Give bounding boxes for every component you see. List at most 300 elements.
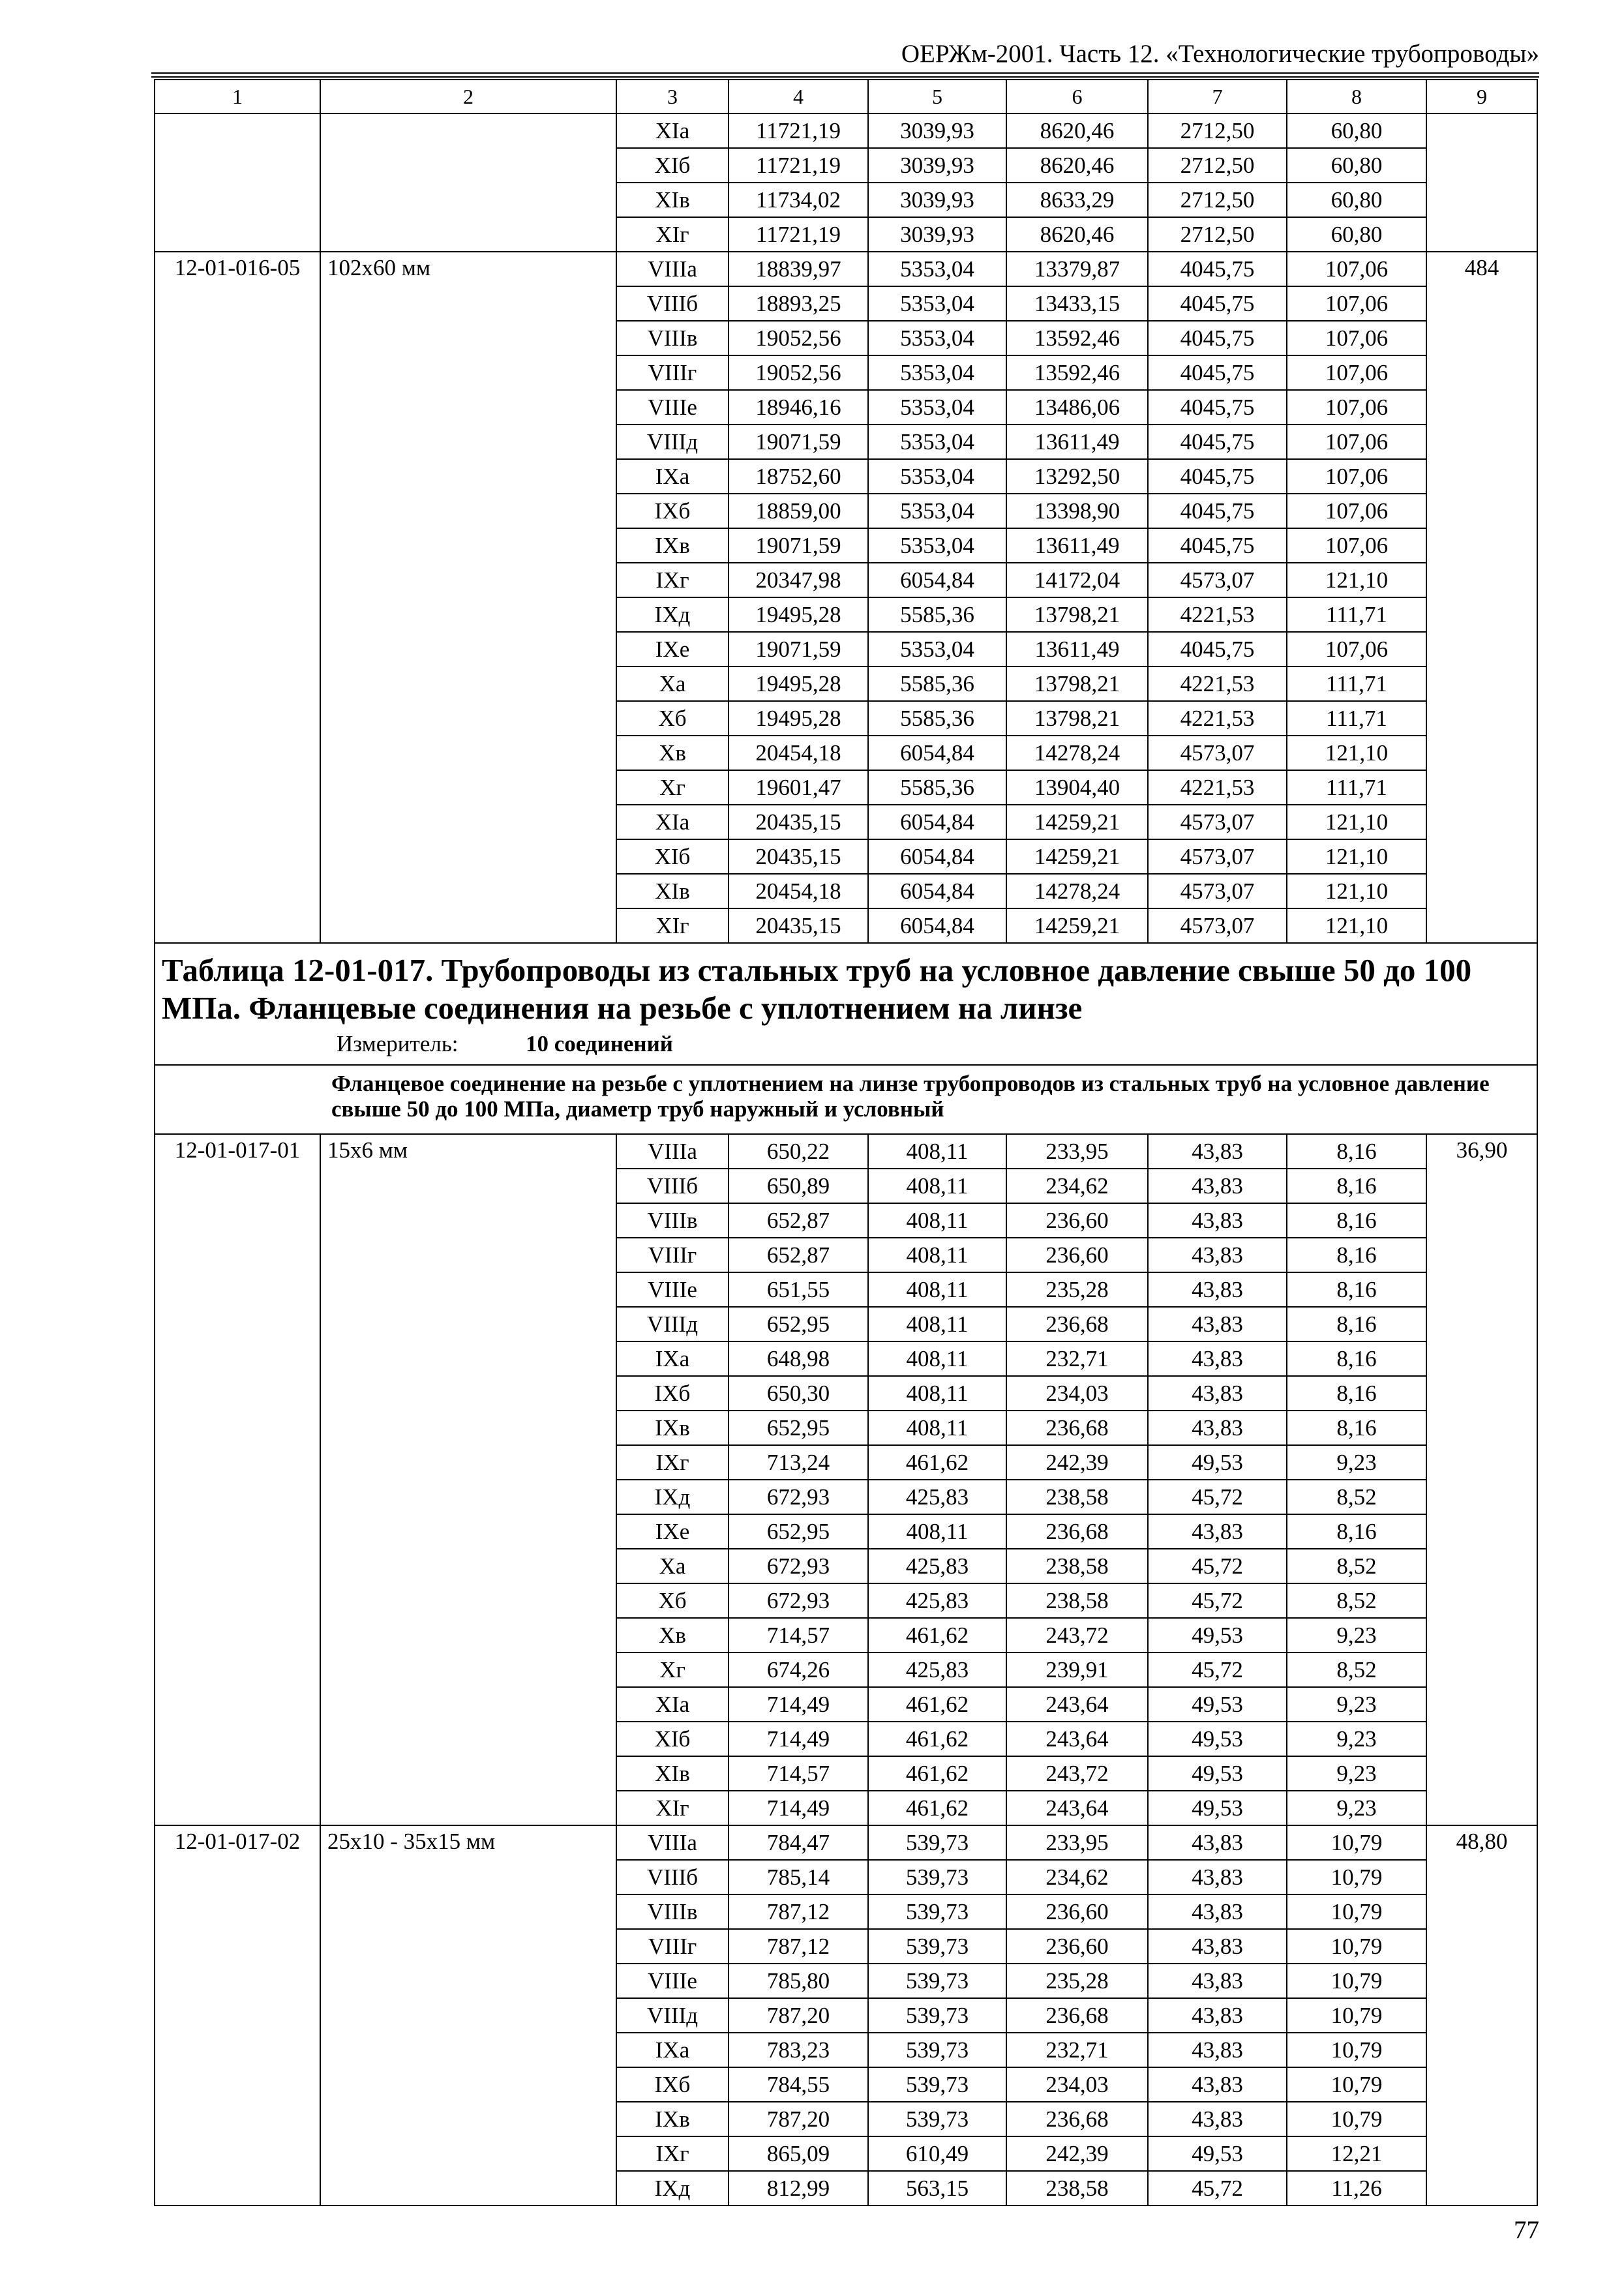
value-cell: 672,93	[729, 1549, 868, 1583]
zone-cell: IXб	[616, 2067, 729, 2102]
zone-cell: IXг	[616, 1445, 729, 1480]
value-cell: 238,58	[1006, 2171, 1148, 2206]
rate-code-cell	[155, 113, 320, 252]
value-cell: 713,24	[729, 1445, 868, 1480]
zone-cell: VIIIд	[616, 425, 729, 459]
table-body	[155, 80, 1537, 2206]
value-cell: 461,62	[868, 1687, 1006, 1722]
value-cell: 10,79	[1287, 1929, 1426, 1964]
zone-cell: VIIIб	[616, 286, 729, 321]
value-cell: 4045,75	[1148, 528, 1287, 563]
pipe-size-cell: 15х6 мм	[320, 1134, 616, 1825]
value-cell: 8,16	[1287, 1411, 1426, 1445]
value-cell: 13611,49	[1006, 632, 1148, 666]
value-cell: 408,11	[868, 1272, 1006, 1307]
zone-cell: IXе	[616, 632, 729, 666]
zone-cell: IXа	[616, 459, 729, 494]
zone-cell: VIIIв	[616, 1203, 729, 1238]
value-cell: 43,83	[1148, 1169, 1287, 1203]
zone-cell: IXа	[616, 1341, 729, 1376]
zone-cell: IXд	[616, 2171, 729, 2206]
zone-cell: XIа	[616, 1687, 729, 1722]
zone-cell: VIIIа	[616, 1825, 729, 1860]
value-cell: 784,55	[729, 2067, 868, 2102]
price-table	[154, 79, 1538, 2206]
value-cell: 4045,75	[1148, 286, 1287, 321]
value-cell: 651,55	[729, 1272, 868, 1307]
zone-cell: VIIIв	[616, 321, 729, 355]
value-cell: 14259,21	[1006, 805, 1148, 839]
value-cell: 408,11	[868, 1341, 1006, 1376]
value-cell: 4045,75	[1148, 632, 1287, 666]
zone-cell: Xг	[616, 770, 729, 805]
value-cell: 8,16	[1287, 1203, 1426, 1238]
value-cell: 408,11	[868, 1307, 1006, 1341]
value-cell: 408,11	[868, 1238, 1006, 1272]
value-cell: 236,68	[1006, 1514, 1148, 1549]
value-cell: 19071,59	[729, 632, 868, 666]
value-cell: 3039,93	[868, 113, 1006, 148]
value-cell: 107,06	[1287, 286, 1426, 321]
value-cell: 4045,75	[1148, 252, 1287, 286]
value-cell: 5585,36	[868, 597, 1006, 632]
value-cell: 19495,28	[729, 666, 868, 701]
value-cell: 4573,07	[1148, 805, 1287, 839]
value-cell: 539,73	[868, 1929, 1006, 1964]
value-cell: 714,57	[729, 1618, 868, 1653]
column-number-row	[155, 80, 1537, 113]
zone-cell: XIб	[616, 839, 729, 874]
value-cell: 43,83	[1148, 1998, 1287, 2033]
value-cell: 5585,36	[868, 666, 1006, 701]
value-cell: 8,16	[1287, 1376, 1426, 1411]
value-cell: 107,06	[1287, 355, 1426, 390]
value-cell: 4045,75	[1148, 321, 1287, 355]
value-cell: 11734,02	[729, 183, 868, 217]
value-cell: 107,06	[1287, 494, 1426, 528]
value-cell: 20435,15	[729, 839, 868, 874]
zone-cell: XIб	[616, 1722, 729, 1756]
value-cell: 20454,18	[729, 736, 868, 770]
value-cell: 11,26	[1287, 2171, 1426, 2206]
page-number: 77	[1514, 2216, 1539, 2244]
column-number: 5	[868, 80, 1006, 113]
rate-code-cell: 12-01-017-01	[155, 1134, 320, 1825]
value-cell: 5353,04	[868, 632, 1006, 666]
value-cell: 539,73	[868, 1964, 1006, 1998]
value-cell: 8,16	[1287, 1341, 1426, 1376]
value-cell: 10,79	[1287, 1964, 1426, 1998]
value-cell: 4045,75	[1148, 425, 1287, 459]
column-number: 6	[1006, 80, 1148, 113]
value-cell: 539,73	[868, 1860, 1006, 1894]
value-cell: 45,72	[1148, 1549, 1287, 1583]
column-number: 1	[155, 80, 320, 113]
value-cell: 10,79	[1287, 2033, 1426, 2067]
value-cell: 539,73	[868, 1998, 1006, 2033]
value-cell: 4573,07	[1148, 908, 1287, 943]
value-cell: 13486,06	[1006, 390, 1148, 425]
meter-value: 10 соединений	[526, 1031, 673, 1056]
value-cell: 19495,28	[729, 597, 868, 632]
value-cell: 865,09	[729, 2136, 868, 2171]
value-cell: 6054,84	[868, 563, 1006, 597]
mass-cell: 36,90	[1426, 1134, 1537, 1825]
value-cell: 13611,49	[1006, 425, 1148, 459]
value-cell: 14259,21	[1006, 908, 1148, 943]
zone-cell: VIIIв	[616, 1894, 729, 1929]
value-cell: 43,83	[1148, 1376, 1287, 1411]
value-cell: 408,11	[868, 1203, 1006, 1238]
value-cell: 49,53	[1148, 2136, 1287, 2171]
value-cell: 2712,50	[1148, 217, 1287, 252]
value-cell: 714,57	[729, 1756, 868, 1791]
value-cell: 610,49	[868, 2136, 1006, 2171]
value-cell: 783,23	[729, 2033, 868, 2067]
value-cell: 11721,19	[729, 113, 868, 148]
value-cell: 4045,75	[1148, 494, 1287, 528]
value-cell: 60,80	[1287, 113, 1426, 148]
zone-cell: XIв	[616, 183, 729, 217]
value-cell: 236,68	[1006, 1307, 1148, 1341]
value-cell: 13798,21	[1006, 701, 1148, 736]
value-cell: 672,93	[729, 1583, 868, 1618]
value-cell: 652,95	[729, 1411, 868, 1445]
value-cell: 60,80	[1287, 148, 1426, 183]
value-cell: 2712,50	[1148, 148, 1287, 183]
value-cell: 14172,04	[1006, 563, 1148, 597]
value-cell: 425,83	[868, 1653, 1006, 1687]
value-cell: 425,83	[868, 1549, 1006, 1583]
table-subtitle: Фланцевое соединение на резьбе с уплотнением на линзе трубопроводов из стальных труб на условное давление свыше 50 до 100 МПа, диаметр труб наружный и условный	[155, 1065, 1537, 1134]
mass-cell	[1426, 113, 1537, 252]
value-cell: 787,12	[729, 1894, 868, 1929]
value-cell: 812,99	[729, 2171, 868, 2206]
zone-cell: XIв	[616, 1756, 729, 1791]
value-cell: 5353,04	[868, 494, 1006, 528]
value-cell: 425,83	[868, 1480, 1006, 1514]
value-cell: 107,06	[1287, 528, 1426, 563]
value-cell: 787,20	[729, 2102, 868, 2136]
value-cell: 45,72	[1148, 1583, 1287, 1618]
mass-cell: 48,80	[1426, 1825, 1537, 2206]
value-cell: 8633,29	[1006, 183, 1148, 217]
value-cell: 234,03	[1006, 2067, 1148, 2102]
value-cell: 425,83	[868, 1583, 1006, 1618]
column-number: 3	[616, 80, 729, 113]
value-cell: 4045,75	[1148, 355, 1287, 390]
value-cell: 10,79	[1287, 1825, 1426, 1860]
value-cell: 107,06	[1287, 459, 1426, 494]
pipe-size-cell	[320, 113, 616, 252]
value-cell: 714,49	[729, 1722, 868, 1756]
value-cell: 539,73	[868, 2067, 1006, 2102]
value-cell: 49,53	[1148, 1687, 1287, 1722]
value-cell: 13433,15	[1006, 286, 1148, 321]
value-cell: 236,68	[1006, 1998, 1148, 2033]
table-title: Таблица 12-01-017. Трубопроводы из стальных труб на условное давление свыше 50 до 100 МПа. Фланцевые соединения на резьбе с уплотнением на линзе	[162, 952, 1472, 1026]
value-cell: 121,10	[1287, 839, 1426, 874]
value-cell: 19495,28	[729, 701, 868, 736]
value-cell: 408,11	[868, 1169, 1006, 1203]
zone-cell: IXг	[616, 2136, 729, 2171]
value-cell: 461,62	[868, 1445, 1006, 1480]
value-cell: 9,23	[1287, 1756, 1426, 1791]
value-cell: 238,58	[1006, 1583, 1148, 1618]
value-cell: 49,53	[1148, 1445, 1287, 1480]
column-number: 8	[1287, 80, 1426, 113]
value-cell: 785,80	[729, 1964, 868, 1998]
zone-cell: Xв	[616, 736, 729, 770]
value-cell: 10,79	[1287, 2067, 1426, 2102]
value-cell: 8,16	[1287, 1514, 1426, 1549]
value-cell: 111,71	[1287, 597, 1426, 632]
table-row	[155, 1134, 1537, 1169]
value-cell: 8620,46	[1006, 148, 1148, 183]
value-cell: 13798,21	[1006, 597, 1148, 632]
value-cell: 650,89	[729, 1169, 868, 1203]
value-cell: 5353,04	[868, 459, 1006, 494]
zone-cell: XIг	[616, 908, 729, 943]
zone-cell: Xб	[616, 1583, 729, 1618]
value-cell: 235,28	[1006, 1272, 1148, 1307]
zone-cell: XIг	[616, 217, 729, 252]
zone-cell: IXб	[616, 494, 729, 528]
value-cell: 4221,53	[1148, 597, 1287, 632]
value-cell: 107,06	[1287, 390, 1426, 425]
value-cell: 121,10	[1287, 908, 1426, 943]
zone-cell: IXд	[616, 1480, 729, 1514]
value-cell: 18893,25	[729, 286, 868, 321]
value-cell: 6054,84	[868, 805, 1006, 839]
value-cell: 8620,46	[1006, 217, 1148, 252]
value-cell: 19601,47	[729, 770, 868, 805]
value-cell: 43,83	[1148, 1411, 1287, 1445]
value-cell: 652,95	[729, 1514, 868, 1549]
value-cell: 236,68	[1006, 2102, 1148, 2136]
value-cell: 43,83	[1148, 1134, 1287, 1169]
table-title-cell	[155, 943, 1537, 1065]
zone-cell: VIIIг	[616, 1929, 729, 1964]
value-cell: 19071,59	[729, 528, 868, 563]
value-cell: 784,47	[729, 1825, 868, 1860]
value-cell: 49,53	[1148, 1722, 1287, 1756]
value-cell: 714,49	[729, 1687, 868, 1722]
value-cell: 6054,84	[868, 874, 1006, 908]
value-cell: 4573,07	[1148, 874, 1287, 908]
value-cell: 238,58	[1006, 1549, 1148, 1583]
value-cell: 8,52	[1287, 1653, 1426, 1687]
value-cell: 111,71	[1287, 666, 1426, 701]
value-cell: 8,16	[1287, 1272, 1426, 1307]
value-cell: 787,12	[729, 1929, 868, 1964]
value-cell: 461,62	[868, 1722, 1006, 1756]
zone-cell: XIб	[616, 148, 729, 183]
value-cell: 20435,15	[729, 805, 868, 839]
value-cell: 236,60	[1006, 1929, 1148, 1964]
meter-line	[162, 1030, 1531, 1058]
zone-cell: IXв	[616, 2102, 729, 2136]
value-cell: 408,11	[868, 1514, 1006, 1549]
value-cell: 3039,93	[868, 148, 1006, 183]
value-cell: 5353,04	[868, 286, 1006, 321]
column-number: 4	[729, 80, 868, 113]
value-cell: 13798,21	[1006, 666, 1148, 701]
value-cell: 461,62	[868, 1791, 1006, 1825]
zone-cell: IXа	[616, 2033, 729, 2067]
value-cell: 18839,97	[729, 252, 868, 286]
value-cell: 3039,93	[868, 217, 1006, 252]
value-cell: 107,06	[1287, 252, 1426, 286]
pipe-size-cell: 25х10 - 35х15 мм	[320, 1825, 616, 2206]
zone-cell: XIа	[616, 805, 729, 839]
value-cell: 10,79	[1287, 1894, 1426, 1929]
value-cell: 2712,50	[1148, 113, 1287, 148]
value-cell: 234,62	[1006, 1860, 1148, 1894]
table-row	[155, 252, 1537, 286]
value-cell: 674,26	[729, 1653, 868, 1687]
table-row	[155, 113, 1537, 148]
value-cell: 43,83	[1148, 1203, 1287, 1238]
rate-code-cell: 12-01-016-05	[155, 252, 320, 943]
pipe-size-cell: 102х60 мм	[320, 252, 616, 943]
value-cell: 652,95	[729, 1307, 868, 1341]
value-cell: 233,95	[1006, 1134, 1148, 1169]
zone-cell: VIIIб	[616, 1860, 729, 1894]
meter-label: Измеритель:	[337, 1031, 459, 1056]
value-cell: 5353,04	[868, 321, 1006, 355]
value-cell: 45,72	[1148, 2171, 1287, 2206]
zone-cell: VIIIг	[616, 355, 729, 390]
page-header: ОЕРЖм-2001. Часть 12. «Технологические трубопроводы»	[901, 40, 1539, 68]
value-cell: 235,28	[1006, 1964, 1148, 1998]
value-cell: 539,73	[868, 2033, 1006, 2067]
value-cell: 5585,36	[868, 701, 1006, 736]
zone-cell: VIIIа	[616, 252, 729, 286]
rate-code-cell: 12-01-017-02	[155, 1825, 320, 2206]
zone-cell: VIIIд	[616, 1307, 729, 1341]
value-cell: 408,11	[868, 1411, 1006, 1445]
value-cell: 43,83	[1148, 1341, 1287, 1376]
zone-cell: IXе	[616, 1514, 729, 1549]
zone-cell: IXв	[616, 528, 729, 563]
value-cell: 563,15	[868, 2171, 1006, 2206]
value-cell: 408,11	[868, 1376, 1006, 1411]
value-cell: 6054,84	[868, 908, 1006, 943]
value-cell: 20454,18	[729, 874, 868, 908]
value-cell: 243,64	[1006, 1791, 1148, 1825]
value-cell: 14278,24	[1006, 874, 1148, 908]
value-cell: 243,72	[1006, 1756, 1148, 1791]
subtitle-row	[155, 1065, 1537, 1134]
value-cell: 236,68	[1006, 1411, 1148, 1445]
zone-cell: VIIIд	[616, 1998, 729, 2033]
column-number: 7	[1148, 80, 1287, 113]
value-cell: 4573,07	[1148, 563, 1287, 597]
column-number: 2	[320, 80, 616, 113]
value-cell: 239,91	[1006, 1653, 1148, 1687]
value-cell: 4573,07	[1148, 839, 1287, 874]
value-cell: 8,16	[1287, 1134, 1426, 1169]
value-cell: 43,83	[1148, 1238, 1287, 1272]
value-cell: 8,52	[1287, 1480, 1426, 1514]
zone-cell: VIIIа	[616, 1134, 729, 1169]
value-cell: 20347,98	[729, 563, 868, 597]
value-cell: 121,10	[1287, 563, 1426, 597]
value-cell: 5353,04	[868, 425, 1006, 459]
value-cell: 13611,49	[1006, 528, 1148, 563]
value-cell: 785,14	[729, 1860, 868, 1894]
value-cell: 650,30	[729, 1376, 868, 1411]
value-cell: 9,23	[1287, 1791, 1426, 1825]
header-rule	[151, 72, 1539, 74]
value-cell: 13379,87	[1006, 252, 1148, 286]
value-cell: 49,53	[1148, 1618, 1287, 1653]
value-cell: 672,93	[729, 1480, 868, 1514]
value-cell: 233,95	[1006, 1825, 1148, 1860]
value-cell: 236,60	[1006, 1203, 1148, 1238]
value-cell: 2712,50	[1148, 183, 1287, 217]
value-cell: 4221,53	[1148, 770, 1287, 805]
value-cell: 10,79	[1287, 1860, 1426, 1894]
value-cell: 4573,07	[1148, 736, 1287, 770]
value-cell: 19052,56	[729, 355, 868, 390]
value-cell: 652,87	[729, 1238, 868, 1272]
table-title-row	[155, 943, 1537, 1065]
value-cell: 14278,24	[1006, 736, 1148, 770]
value-cell: 4045,75	[1148, 390, 1287, 425]
value-cell: 49,53	[1148, 1756, 1287, 1791]
value-cell: 6054,84	[868, 736, 1006, 770]
value-cell: 243,64	[1006, 1687, 1148, 1722]
value-cell: 43,83	[1148, 1514, 1287, 1549]
value-cell: 408,11	[868, 1134, 1006, 1169]
value-cell: 539,73	[868, 2102, 1006, 2136]
value-cell: 8,16	[1287, 1307, 1426, 1341]
value-cell: 43,83	[1148, 1894, 1287, 1929]
value-cell: 121,10	[1287, 874, 1426, 908]
value-cell: 9,23	[1287, 1445, 1426, 1480]
value-cell: 787,20	[729, 1998, 868, 2033]
header-rule	[151, 76, 1539, 78]
value-cell: 43,83	[1148, 1929, 1287, 1964]
value-cell: 107,06	[1287, 632, 1426, 666]
value-cell: 43,83	[1148, 1964, 1287, 1998]
value-cell: 652,87	[729, 1203, 868, 1238]
value-cell: 461,62	[868, 1756, 1006, 1791]
zone-cell: XIг	[616, 1791, 729, 1825]
value-cell: 60,80	[1287, 183, 1426, 217]
value-cell: 11721,19	[729, 148, 868, 183]
value-cell: 650,22	[729, 1134, 868, 1169]
value-cell: 6054,84	[868, 839, 1006, 874]
value-cell: 13904,40	[1006, 770, 1148, 805]
value-cell: 539,73	[868, 1894, 1006, 1929]
value-cell: 43,83	[1148, 1860, 1287, 1894]
value-cell: 8620,46	[1006, 113, 1148, 148]
value-cell: 121,10	[1287, 805, 1426, 839]
table-row	[155, 1825, 1537, 1860]
value-cell: 236,60	[1006, 1238, 1148, 1272]
zone-cell: Xв	[616, 1618, 729, 1653]
value-cell: 9,23	[1287, 1687, 1426, 1722]
zone-cell: XIв	[616, 874, 729, 908]
value-cell: 13292,50	[1006, 459, 1148, 494]
value-cell: 43,83	[1148, 1272, 1287, 1307]
value-cell: 242,39	[1006, 2136, 1148, 2171]
value-cell: 242,39	[1006, 1445, 1148, 1480]
value-cell: 43,83	[1148, 1307, 1287, 1341]
